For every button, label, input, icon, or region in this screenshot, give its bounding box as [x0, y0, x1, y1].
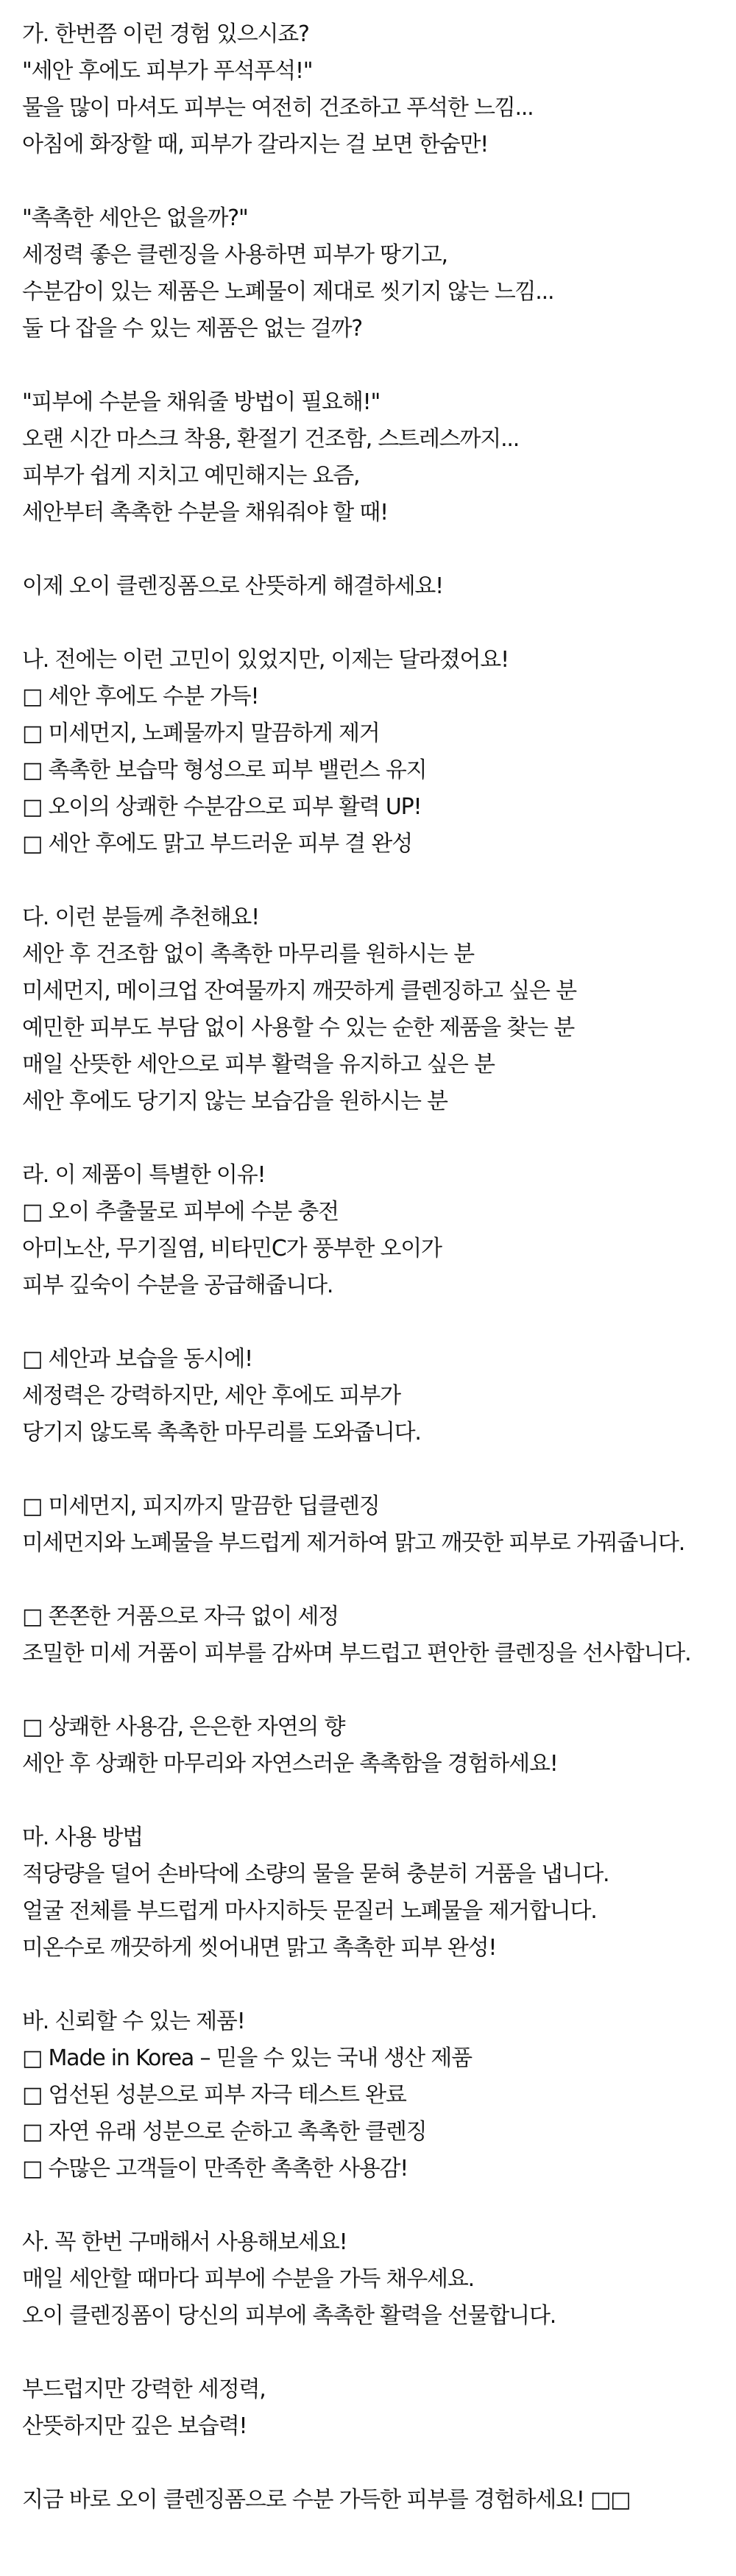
text-line: 부드럽지만 강력한 세정력, — [22, 2377, 266, 2402]
text-line: □ 수많은 고객들이 만족한 촉촉한 사용감! — [22, 2156, 408, 2182]
text-line: 미온수로 깨끗하게 씻어내면 맑고 촉촉한 피부 완성! — [22, 1935, 497, 1961]
blank-line — [22, 605, 721, 642]
text-line: □ 오이 추출물로 피부에 수분 충전 — [22, 1199, 339, 1225]
text-line: 세안 후 건조함 없이 촉촉한 마무리를 원하시는 분 — [22, 941, 474, 967]
text-line: □ Made in Korea – 믿을 수 있는 국내 생산 제품 — [22, 2045, 472, 2071]
text-line: 피부가 쉽게 지치고 예민해지는 요즘, — [22, 463, 360, 489]
text-line: 아미노산, 무기질염, 비타민C가 풍부한 오이가 — [22, 1236, 442, 1262]
text-line: 라. 이 제품이 특별한 이유! — [22, 1162, 266, 1188]
blank-line — [22, 1783, 721, 1819]
text-line: 세정력은 강력하지만, 세안 후에도 피부가 — [22, 1383, 400, 1409]
text-line: 산뜻하지만 깊은 보습력! — [22, 2413, 247, 2439]
text-line: "세안 후에도 피부가 푸석푸석!" — [22, 58, 313, 84]
text-line: □ 촉촉한 보습막 형성으로 피부 밸런스 유지 — [22, 757, 427, 783]
text-line: "피부에 수분을 채워줄 방법이 필요해!" — [22, 389, 381, 415]
text-line: 이제 오이 클렌징폼으로 산뜻하게 해결하세요! — [22, 573, 443, 599]
blank-line — [22, 347, 721, 384]
text-line: 예민한 피부도 부담 없이 사용할 수 있는 순한 제품을 찾는 분 — [22, 1015, 575, 1041]
blank-line — [22, 1967, 721, 2003]
text-line: □ 오이의 상쾌한 수분감으로 피부 활력 UP! — [22, 794, 422, 820]
text-line: 바. 신뢰할 수 있는 제품! — [22, 2009, 245, 2034]
text-line: 오랜 시간 마스크 착용, 환절기 건조함, 스트레스까지... — [22, 426, 520, 452]
blank-line — [22, 531, 721, 568]
text-line: 지금 바로 오이 클렌징폼으로 수분 가득한 피부를 경험하세요! □□ — [22, 2487, 631, 2513]
text-line: □ 상쾌한 사용감, 은은한 자연의 향 — [22, 1714, 345, 1740]
blank-line — [22, 2445, 721, 2482]
text-line: 매일 산뜻한 세안으로 피부 활력을 유지하고 싶은 분 — [22, 1052, 495, 1078]
text-line: 마. 사용 방법 — [22, 1825, 143, 1850]
blank-line — [22, 1451, 721, 1488]
text-line: □ 세안과 보습을 동시에! — [22, 1346, 252, 1372]
text-line: □ 자연 유래 성분으로 순하고 촉촉한 클렌징 — [22, 2119, 427, 2145]
text-line: □ 미세먼지, 노폐물까지 말끔하게 제거 — [22, 721, 380, 746]
blank-line — [22, 1120, 721, 1157]
blank-line — [22, 2187, 721, 2224]
text-line: 나. 전에는 이런 고민이 있었지만, 이제는 달라졌어요! — [22, 647, 509, 673]
text-line: 적당량을 덜어 손바닥에 소량의 물을 묻혀 충분히 거품을 냅니다. — [22, 1861, 609, 1887]
text-line: 세정력 좋은 클렌징을 사용하면 피부가 땅기고, — [22, 242, 447, 268]
text-line: 미세먼지와 노폐물을 부드럽게 제거하여 맑고 깨끗한 피부로 가꿔줍니다. — [22, 1530, 685, 1556]
text-line: 오이 클렌징폼이 당신의 피부에 촉촉한 활력을 선물합니다. — [22, 2303, 556, 2329]
text-line: "촉촉한 세안은 없을까?" — [22, 205, 248, 231]
document-body — [22, 16, 721, 2519]
text-line: 조밀한 미세 거품이 피부를 감싸며 부드럽고 편안한 클렌징을 선사합니다. — [22, 1641, 691, 1666]
text-line: □ 세안 후에도 수분 가득! — [22, 684, 259, 710]
blank-line — [22, 863, 721, 899]
blank-line — [22, 163, 721, 200]
text-line: □ 엄선된 성분으로 피부 자극 테스트 완료 — [22, 2082, 406, 2108]
text-line: 사. 꼭 한번 구매해서 사용해보세요! — [22, 2229, 347, 2255]
text-line: 얼굴 전체를 부드럽게 마사지하듯 문질러 노폐물을 제거합니다. — [22, 1898, 597, 1924]
blank-line — [22, 1672, 721, 1709]
text-line: 매일 세안할 때마다 피부에 수분을 가득 채우세요. — [22, 2266, 474, 2292]
text-line: □ 세안 후에도 맑고 부드러운 피부 결 완성 — [22, 831, 412, 857]
text-line: □ 쫀쫀한 거품으로 자극 없이 세정 — [22, 1604, 339, 1630]
text-line: 피부 깊숙이 수분을 공급해줍니다. — [22, 1273, 333, 1298]
blank-line — [22, 1304, 721, 1341]
text-line: 세안 후에도 당기지 않는 보습감을 원하시는 분 — [22, 1089, 447, 1114]
text-line: 당기지 않도록 촉촉한 마무리를 도와줍니다. — [22, 1420, 421, 1446]
text-line: 세안 후 상쾌한 마무리와 자연스러운 촉촉함을 경험하세요! — [22, 1751, 558, 1777]
text-line: 아침에 화장할 때, 피부가 갈라지는 걸 보면 한숨만! — [22, 132, 489, 158]
text-line: 둘 다 잡을 수 있는 제품은 없는 걸까? — [22, 316, 362, 342]
text-line: 다. 이런 분들께 추천해요! — [22, 905, 259, 930]
text-line: 미세먼지, 메이크업 잔여물까지 깨끗하게 클렌징하고 싶은 분 — [22, 978, 576, 1004]
text-line: 수분감이 있는 제품은 노폐물이 제대로 씻기지 않는 느낌... — [22, 279, 554, 305]
blank-line — [22, 2335, 721, 2371]
text-line: □ 미세먼지, 피지까지 말끔한 딥클렌징 — [22, 1493, 380, 1519]
blank-line — [22, 1562, 721, 1599]
text-line: 세안부터 촉촉한 수분을 채워줘야 할 때! — [22, 500, 388, 526]
text-line: 물을 많이 마셔도 피부는 여전히 건조하고 푸석한 느낌... — [22, 95, 534, 121]
text-line: 가. 한번쯤 이런 경험 있으시죠? — [22, 21, 309, 47]
